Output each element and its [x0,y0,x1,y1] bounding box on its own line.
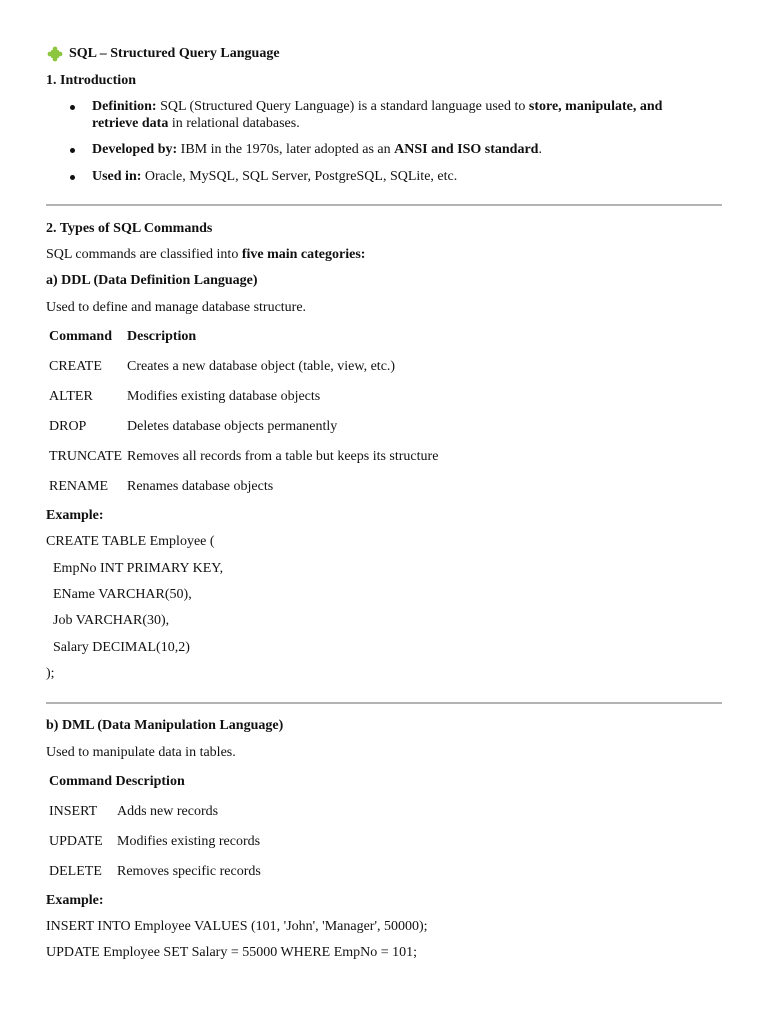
ddl-example-label: Example: [46,508,104,523]
dml-description: Used to manipulate data in tables. [46,745,236,760]
ddl-heading: a) DDL (Data Definition Language) [46,273,258,288]
dml-heading: b) DML (Data Manipulation Language) [46,718,284,733]
section-divider [46,204,722,206]
types-intro: SQL commands are classified into five main categories: [46,247,366,262]
table-cell-command: TRUNCATE [49,449,123,464]
table-cell-description: Adds new records [117,804,219,819]
table-cell-command: DROP [49,419,87,434]
table-cell-description: Deletes database objects permanently [127,419,338,434]
document-title: SQL – Structured Query Language [69,46,280,61]
table-cell-command: RENAME [49,479,109,494]
dml-example-label: Example: [46,893,104,908]
code-line: EmpNo INT PRIMARY KEY, [46,561,224,576]
table-cell-description: Modifies existing records [117,834,261,849]
table-cell-description: Removes all records from a table but keeps its structure [127,449,439,464]
table-header-description: Description [115,774,185,789]
section-heading-introduction: 1. Introduction [46,73,136,88]
table-cell-command: CREATE [49,359,102,374]
section-heading-types: 2. Types of SQL Commands [46,221,213,236]
code-line: UPDATE Employee SET Salary = 55000 WHERE EmpNo = 101; [46,945,418,960]
table-header-command: Command [49,329,113,344]
table-cell-description: Removes specific records [117,864,261,879]
code-line: Salary DECIMAL(10,2) [46,640,190,655]
code-line: ); [46,666,55,681]
table-cell-command: ALTER [49,389,93,404]
intro-definition: Definition: SQL (Structured Query Language) is a standard language used to store, manipulate, and [92,99,663,114]
intro-developed-by: Developed by: IBM in the 1970s, later adopted as an ANSI and ISO standard. [92,142,542,157]
table-header-row [49,774,185,790]
table-header-description: Description [127,329,197,344]
table-cell-description: Renames database objects [127,479,274,494]
puzzle-piece-icon [47,46,63,62]
table-cell-description: Modifies existing database objects [127,389,321,404]
bullet-point [70,105,75,110]
definition-label: Definition: [92,99,157,114]
code-line: EName VARCHAR(50), [46,587,192,602]
section-divider [46,702,722,704]
ddl-description: Used to define and manage database structure. [46,300,307,315]
bullet-point [70,175,75,180]
table-cell-description: Creates a new database object (table, view, etc.) [127,359,396,374]
code-line: Job VARCHAR(30), [46,613,170,628]
table-cell-command: INSERT [49,804,98,819]
table-cell-command: DELETE [49,864,102,879]
bullet-point [70,148,75,153]
table-cell-command: UPDATE [49,834,103,849]
code-line: INSERT INTO Employee VALUES (101, 'John', 'Manager', 50000); [46,919,428,934]
code-line: CREATE TABLE Employee ( [46,534,215,549]
intro-definition-continued: retrieve data in relational databases. [92,116,300,131]
intro-used-in: Used in: Oracle, MySQL, SQL Server, PostgreSQL, SQLite, etc. [92,169,458,184]
table-header-command: Command [49,774,113,789]
